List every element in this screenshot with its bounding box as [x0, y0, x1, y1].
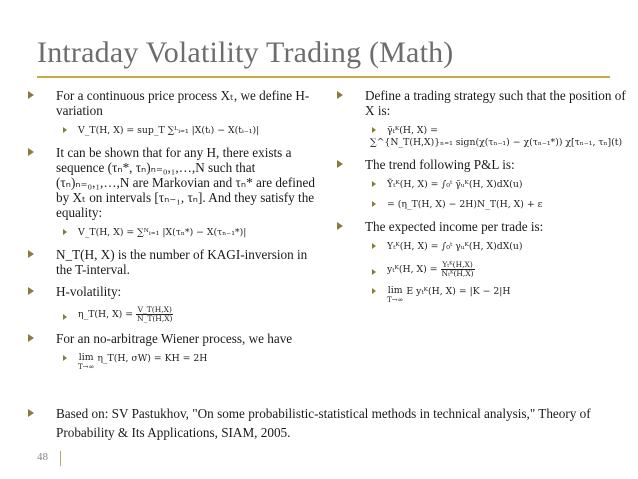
fraction [441, 261, 475, 278]
fraction-numerator: Yₜᴷ(H,X) [442, 260, 473, 269]
limit-operator [78, 353, 94, 371]
page-number-divider [60, 451, 61, 466]
sub-bullet-arrow-icon [372, 288, 376, 294]
bullet-text: The trend following P&L is: [365, 157, 515, 172]
limit-operator [387, 286, 403, 304]
limit-label: lim [387, 285, 403, 296]
formula-lhs: η_T(H, X) = [78, 309, 134, 320]
sub-bullet-arrow-icon [372, 201, 376, 207]
bullet-arrow-icon [28, 334, 34, 342]
left-formula-h-volatility [21, 306, 316, 323]
sub-bullet-arrow-icon [372, 127, 376, 133]
left-bullet-kagi [21, 247, 316, 277]
bullet-arrow-icon [28, 409, 34, 417]
fraction [136, 306, 173, 323]
right-formula-income-limit [330, 286, 630, 304]
limit-label: lim [78, 352, 94, 363]
formula-text: = (η_T(H, X) − 2H)N_T(H, X) + ε [387, 199, 543, 210]
formula-rhs: E yₜᴷ(H, X) = |K − 2|H [406, 286, 511, 297]
formula-text: V_T(H, X) = sup_T ∑ᴸᵢ₌₁ |X(tᵢ) − X(tᵢ₋₁)| [78, 125, 260, 136]
bullet-arrow-icon [337, 91, 343, 99]
right-column [330, 88, 630, 312]
left-bullet-h-volatility [21, 284, 316, 299]
left-formula-equality [21, 227, 316, 239]
right-bullet-expected-income [330, 219, 630, 234]
bullet-text: For an no-arbitrage Wiener process, we have [56, 331, 293, 346]
formula-text: Ỹₜᴷ(H, X) = ∫₀ᵗ γ̃ᵤᴷ(H, X)dX(u) [387, 179, 523, 190]
bullet-arrow-icon [28, 91, 34, 99]
slide-title: Intraday Volatility Trading (Math) [37, 36, 454, 69]
formula-line-1: γ̃ₜᴷ(H, X) = [387, 125, 438, 136]
sub-bullet-arrow-icon [63, 355, 67, 361]
sub-bullet-arrow-icon [372, 181, 376, 187]
reference-footnote [21, 404, 621, 442]
sub-bullet-arrow-icon [63, 127, 67, 133]
left-bullet-sequence [21, 145, 316, 220]
formula-line-2: ∑^{N_T(H,X)}ₙ₌₁ sign(χ(τₙ₋₁) − χ(τₙ₋₁*)) χ[τₙ₋₁, τₙ](t) [370, 137, 623, 148]
right-formula-income-integral [330, 241, 630, 253]
limit-subscript: T→∞ [387, 296, 404, 304]
left-formula-h-variation [21, 125, 316, 137]
formula-text: Yₜᴷ(H, X) = ∫₀ᵗ γᵤᴷ(H, X)dX(u) [387, 241, 523, 252]
bullet-text: H-volatility: [56, 284, 122, 299]
right-formula-position [330, 125, 630, 149]
bullet-arrow-icon [28, 250, 34, 258]
fraction-denominator: N_T(H,X) [137, 314, 173, 323]
left-bullet-h-variation [21, 88, 316, 118]
bullet-arrow-icon [337, 160, 343, 168]
bullet-text: For a continuous price process Xₜ, we define H-variation [56, 88, 310, 118]
bullet-arrow-icon [337, 222, 343, 230]
fraction-denominator: Nₜᴷ(H,X) [441, 269, 474, 278]
right-formula-pnl-integral [330, 179, 630, 191]
bullet-text: The expected income per trade is: [365, 219, 544, 234]
right-formula-income-ratio [330, 261, 630, 278]
formula-text: V_T(H, X) = ∑ᴺᵢ₌₁ |X(τₙ*) − X(τₙ₋₁*)| [78, 227, 247, 238]
right-formula-pnl-result [330, 199, 630, 211]
page-number: 48 [37, 451, 48, 463]
bullet-text: Define a trading strategy such that the position of X is: [365, 88, 626, 118]
left-column [21, 88, 316, 379]
sub-bullet-arrow-icon [372, 269, 376, 275]
formula-rhs: η_T(H, σW) = KH = 2H [97, 353, 208, 364]
sub-bullet-arrow-icon [63, 229, 67, 235]
formula-lhs: yₜᴷ(H, X) = [387, 264, 438, 275]
bullet-text: N_T(H, X) is the number of KAGI-inversion in the T-interval. [56, 247, 308, 277]
sub-bullet-arrow-icon [63, 314, 67, 320]
left-bullet-wiener [21, 331, 316, 346]
title-underline [37, 76, 610, 78]
bullet-arrow-icon [28, 148, 34, 156]
right-bullet-pnl [330, 157, 630, 172]
bullet-arrow-icon [28, 287, 34, 295]
right-bullet-strategy [330, 88, 630, 118]
sub-bullet-arrow-icon [372, 243, 376, 249]
left-formula-wiener-limit [21, 353, 316, 371]
fraction-numerator: V_T(H,X) [137, 305, 172, 314]
bullet-text: It can be shown that for any H, there exists a sequence (τₙ*, τₙ)ₙ₌₀,₁,…,N such that (τₙ)ₙ₌₀,₁,…,N are Markovian and τₙ* are defined by Xₜ on intervals [τₙ₋₁, τₙ]. And they satisfy the equality: [56, 145, 315, 220]
reference-text: Based on: SV Pastukhov, "On some probabilistic-statistical methods in technical analysis," Theory of Probability & Its Applications, SIAM, 2005. [56, 406, 591, 440]
limit-subscript: T→∞ [78, 363, 95, 371]
